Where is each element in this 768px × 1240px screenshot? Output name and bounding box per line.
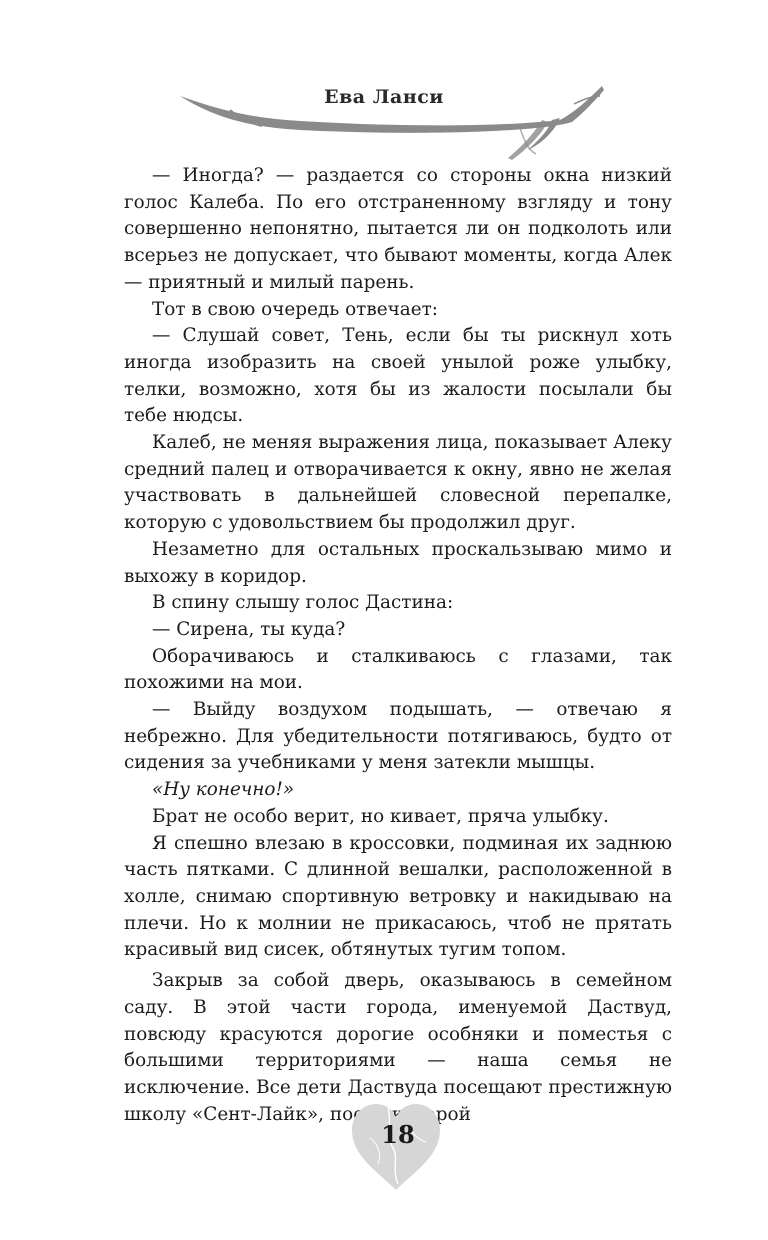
- paragraph-italic-thought: «Ну конечно!»: [152, 779, 295, 801]
- paragraph: — Слушай совет, Тень, если бы ты рискнул хоть иногда изобразить на своей унылой роже улыбку, телки, возможно, хотя бы из жалости посылали бы тебе нюдсы.: [124, 325, 672, 427]
- paragraph: Я спешно влезаю в кроссовки, подминая их заднюю часть пятками. С длинной вешалки, расположенной в холле, снимаю спортивную ветровку и накидываю на плечи. Но к молнии не прикасаюсь, чтоб не прятать красивый вид сисек, обтянутых тугим топом.: [124, 832, 672, 961]
- paragraph: Закрыв за собой дверь, оказываюсь в семейном саду. В этой части города, именуемой Даствуд, повсюду красуются дорогие особняки и поместья с большими территориями — наша семья не исключение. Все дети Даствуда посещают престижную школу «Сент-Лайк», после которой: [124, 970, 672, 1125]
- paragraph: — Сирена, ты куда?: [152, 618, 346, 640]
- paragraph: Брат не особо верит, но кивает, пряча улыбку.: [152, 805, 609, 827]
- body-text: [124, 163, 672, 1128]
- author-name: Ева Ланси: [324, 86, 444, 108]
- paragraph: Калеб, не меняя выражения лица, показывает Алеку средний палец и отворачивается к окну, явно не желая участвовать в дальнейшей словесной перепалке, которую с удовольствием бы продолжил друг.: [124, 432, 672, 534]
- page-number: 18: [381, 1120, 415, 1149]
- paragraph: — Иногда? — раздается со стороны окна низкий голос Калеба. По его отстраненному взгляду и тону совершенно непонятно, пытается ли он подколоть или всерьез не допускает, что бывают моменты, когда Алек — приятный и милый парень.: [124, 165, 672, 293]
- paragraph: В спину слышу голос Дастина:: [152, 592, 454, 614]
- paragraph: Оборачиваюсь и сталкиваюсь с глазами, так похожими на мои.: [124, 645, 672, 694]
- paragraph: Тот в свою очередь отвечает:: [152, 298, 438, 320]
- branch-ornament-icon: [0, 0, 768, 170]
- paragraph: Незаметно для остальных проскальзываю мимо и выхожу в коридор.: [124, 538, 672, 587]
- running-header: [0, 0, 768, 170]
- paragraph: — Выйду воздухом подышать, — отвечаю я небрежно. Для убедительности потягиваюсь, будто от сидения за учебниками у меня затекли мышцы.: [124, 699, 672, 774]
